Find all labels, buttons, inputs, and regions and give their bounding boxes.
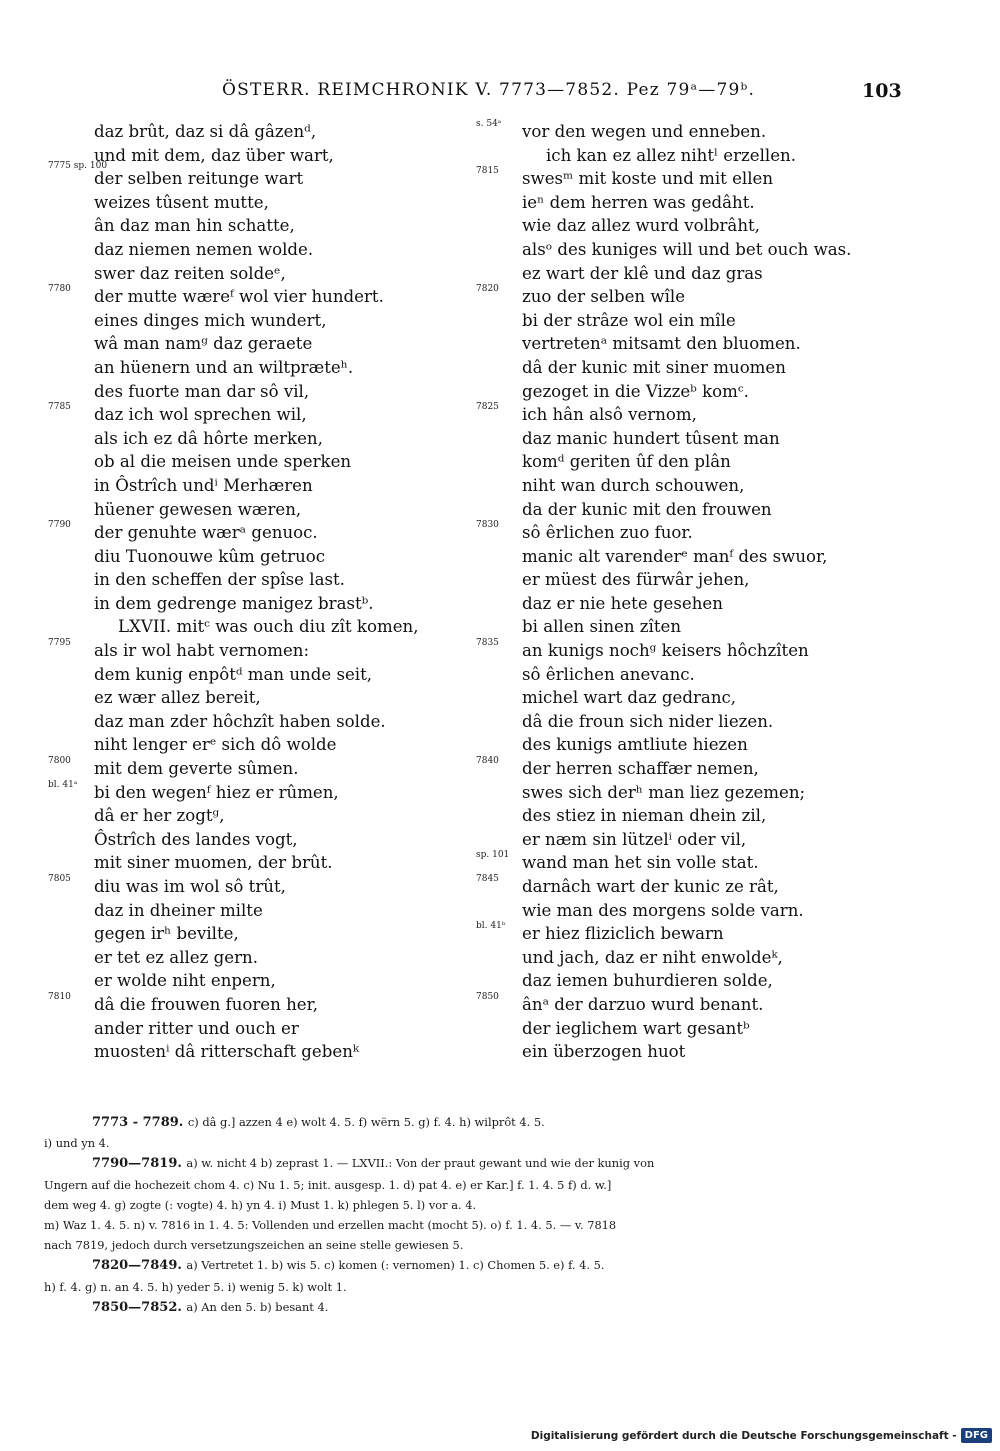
apparatus-line [44, 1255, 896, 1276]
verse-line [476, 851, 906, 875]
apparatus-text: nach 7819, jedoch durch versetzungszeichen an seine stelle gewiesen 5. [44, 1238, 464, 1253]
verse-line [476, 615, 906, 639]
verse-line [476, 828, 906, 852]
verse-text: ein überzogen huot [522, 1042, 686, 1062]
apparatus-verse-range: 7773 - 7789. [92, 1115, 188, 1130]
verse-text: daz brût, daz si dâ gâzenᵈ, [94, 122, 317, 141]
verse-line [48, 403, 460, 427]
verse-line [476, 781, 906, 805]
verse-line [48, 450, 460, 474]
verse-line [476, 144, 906, 168]
verse-line [48, 922, 460, 946]
verse-text: diu Tuonouwe kûm getruoc [94, 546, 326, 566]
verse-line [48, 993, 460, 1017]
page-number: 103 [862, 80, 902, 102]
line-number: 7785 [48, 402, 71, 413]
verse-line [476, 710, 906, 734]
verse-text: swes sich derʰ man liez gezemen; [522, 782, 806, 802]
verse-line [476, 450, 906, 474]
verse-text: alsᵒ des kuniges will und bet ouch was. [522, 239, 852, 259]
line-number: 7780 [48, 284, 71, 295]
line-number: 7845 [476, 874, 499, 884]
apparatus-verse-range: 7850—7852. [92, 1299, 187, 1315]
verse-text: michel wart daz gedranc, [522, 688, 737, 708]
apparatus-text: Ungern auf die hochezeit chom 4. c) Nu 1. 5; init. ausgesp. 1. d) pat 4. e) er Kar.] f. 1. 4. 5 f) d. w.] [44, 1177, 612, 1192]
apparatus-line [44, 1277, 896, 1297]
verse-line [48, 356, 460, 380]
credit-text: Digitalisierung gefördert durch die Deutsche Forschungsgemeinschaft - [530, 1429, 957, 1442]
line-number: 7810 [48, 991, 71, 1002]
verse-text: mit siner muomen, der brût. [94, 853, 333, 873]
line-number: s. 54ᵃ [476, 119, 502, 129]
verse-line [476, 639, 906, 663]
verse-text: mit dem geverte sûmen. [94, 759, 299, 779]
apparatus-text: m) Waz 1. 4. 5. n) v. 7816 in 1. 4. 5: Vollenden und erzellen macht (mocht 5). o) f. 1. 4. 5. — v. 7818 [44, 1218, 617, 1233]
verse-line [476, 757, 906, 781]
verse-line [48, 161, 460, 191]
line-number: bl. 41ᵃ [48, 779, 78, 790]
verse-line [48, 144, 460, 168]
verse-text: ieⁿ dem herren was gedâht. [522, 192, 755, 212]
verse-text: da der kunic mit den frouwen [522, 499, 772, 519]
apparatus-text: i) und yn 4. [44, 1136, 110, 1151]
line-number: 7805 [48, 874, 71, 884]
verse-text: swer daz reiten soldeᵉ, [94, 263, 286, 283]
verse-text: eines dinges mich wundert, [94, 310, 327, 330]
apparatus-line [44, 1297, 896, 1318]
verse-line [48, 262, 460, 286]
line-number: 7835 [476, 638, 499, 649]
apparatus-line [44, 1215, 896, 1235]
verse-text: vor den wegen und enneben. [522, 122, 767, 141]
verse-line [476, 922, 906, 946]
right-text-column [476, 120, 906, 1064]
verse-text: LXVII. mitᶜ was ouch diu zît komen, [118, 617, 419, 637]
verse-line [476, 521, 906, 545]
verse-text: zuo der selben wîle [522, 287, 686, 307]
verse-text: dâ er her zogtᵍ, [94, 806, 225, 826]
verse-text: ez wart der klê und daz gras [522, 263, 763, 283]
verse-text: bi der strâze wol ein mîle [522, 310, 736, 330]
verse-line [48, 757, 460, 781]
apparatus-text: a) An den 5. b) besant 4. [186, 1299, 329, 1314]
apparatus-line [44, 1133, 896, 1153]
verse-text: Ôstrîch des landes vogt, [94, 829, 298, 849]
line-number: bl. 41ᵇ [476, 921, 506, 932]
verse-line [48, 120, 460, 144]
verse-line [476, 309, 906, 333]
line-number: 7800 [48, 756, 71, 767]
verse-line [48, 781, 460, 805]
verse-line [476, 946, 906, 970]
verse-line [476, 804, 906, 828]
line-number: sp. 101 [476, 850, 510, 861]
verse-line [476, 686, 906, 710]
verse-line [476, 356, 906, 380]
verse-text: er tet ez allez gern. [94, 947, 258, 967]
verse-text: ânᵃ der darzuo wurd benant. [522, 994, 764, 1014]
verse-text: daz in dheiner milte [94, 900, 263, 920]
verse-line [476, 663, 906, 687]
verse-text: ez wær allez bereit, [94, 688, 261, 708]
verse-text: daz ich wol sprechen wil, [94, 405, 307, 425]
verse-text: ich hân alsô vernom, [522, 405, 697, 425]
apparatus-text: dem weg 4. g) zogte (: vogte) 4. h) yn 4. i) Must 1. k) phlegen 5. l) vor a. 4. [44, 1197, 477, 1212]
verse-text: wie man des morgens solde varn. [522, 900, 804, 920]
apparatus-text: c) dâ g.] azzen 4 e) wolt 4. 5. f) wërn 5. g) f. 4. h) wilprôt 4. 5. [187, 1115, 545, 1129]
verse-text: als ir wol habt vernomen: [94, 641, 310, 661]
verse-text: und jach, daz er niht enwoldeᵏ, [522, 947, 783, 967]
verse-line [476, 403, 906, 427]
verse-text: in dem gedrenge manigez brastᵇ. [94, 593, 374, 613]
line-number: 7830 [476, 520, 499, 531]
verse-text: weizes tûsent mutte, [94, 192, 269, 212]
verse-line [476, 380, 906, 404]
verse-line [476, 899, 906, 923]
apparatus-text: h) f. 4. g) n. an 4. 5. h) yeder 5. i) wenig 5. k) wolt 1. [44, 1279, 347, 1294]
verse-line [48, 592, 460, 616]
apparatus-text: a) Vertretet 1. b) wis 5. c) komen (: vernomen) 1. c) Chomen 5. e) f. 4. 5. [186, 1258, 605, 1273]
verse-text: er næm sin lützelⁱ oder vil, [522, 829, 747, 849]
verse-line [48, 568, 460, 592]
verse-line [48, 615, 460, 639]
verse-text: komᵈ geriten ûf den plân [522, 452, 731, 472]
verse-line [48, 875, 460, 899]
verse-text: der genuhte wærᵃ genuoc. [94, 523, 318, 543]
verse-text: des kunigs amtliute hiezen [522, 735, 748, 755]
line-number: 7825 [476, 402, 499, 413]
verse-text: daz manic hundert tûsent man [522, 428, 780, 448]
verse-text: dâ die froun sich nider liezen. [522, 711, 774, 731]
verse-text: in den scheffen der spîse last. [94, 570, 345, 590]
verse-text: bi den wegenᶠ hiez er rûmen, [94, 782, 339, 802]
verse-line [476, 875, 906, 899]
verse-text: er müest des fürwâr jehen, [522, 570, 750, 590]
verse-line [476, 120, 906, 144]
verse-text: des stiez in nieman dhein zil, [522, 806, 767, 826]
verse-line [476, 474, 906, 498]
verse-text: muostenⁱ dâ ritterschaft gebenᵏ [94, 1042, 359, 1062]
verse-text: ob al die meisen unde sperken [94, 452, 352, 472]
verse-line [476, 238, 906, 262]
verse-text: niht lenger erᵉ sich dô wolde [94, 735, 337, 755]
line-number: 7790 [48, 520, 71, 531]
verse-line [48, 804, 460, 828]
verse-line [48, 332, 460, 356]
verse-line [48, 498, 460, 522]
verse-text: wie daz allez wurd volbrâht, [522, 216, 760, 236]
verse-line [476, 969, 906, 993]
verse-line [48, 309, 460, 333]
verse-line [48, 380, 460, 404]
verse-line [48, 191, 460, 215]
verse-line [48, 828, 460, 852]
verse-line [476, 733, 906, 757]
verse-line [48, 733, 460, 757]
line-number: 7850 [476, 991, 499, 1002]
verse-text: an kunigs nochᵍ keisers hôchzîten [522, 641, 809, 661]
verse-line [476, 498, 906, 522]
verse-line [476, 545, 906, 569]
verse-text: swesᵐ mit koste und mit ellen [522, 169, 774, 189]
verse-line [48, 710, 460, 734]
verse-line [48, 686, 460, 710]
verse-line [48, 946, 460, 970]
digitization-credit [531, 1428, 992, 1443]
verse-line [48, 851, 460, 875]
verse-text: in Ôstrîch undⁱ Merhæren [94, 475, 313, 495]
dfg-logo: DFG [961, 1428, 992, 1443]
verse-line [476, 1017, 906, 1041]
verse-text: dâ die frouwen fuoren her, [94, 994, 318, 1014]
verse-line [476, 1040, 906, 1064]
verse-text: der herren schaffær nemen, [522, 759, 759, 779]
verse-line [476, 332, 906, 356]
verse-text: diu was im wol sô trût, [94, 877, 286, 896]
verse-text: gezoget in die Vizzeᵇ komᶜ. [522, 381, 749, 401]
verse-text: der mutte wæreᶠ wol vier hundert. [94, 287, 384, 307]
verse-text: dâ der kunic mit siner muomen [522, 357, 786, 377]
verse-line [48, 1040, 460, 1064]
verse-text: ich kan ez allez nihtˡ erzellen. [546, 145, 797, 165]
verse-text: der ieglichem wart gesantᵇ [522, 1018, 750, 1038]
verse-line [476, 167, 906, 191]
verse-line [48, 1017, 460, 1041]
verse-text: darnâch wart der kunic ze rât, [522, 877, 779, 896]
verse-text: er hiez fliziclich bewarn [522, 924, 724, 944]
running-header [0, 80, 1000, 110]
running-title: ÖSTERR. REIMCHRONIK V. 7773—7852. Pez 79ᵃ—79ᵇ. [222, 80, 756, 100]
verse-text: gegen irʰ bevilte, [94, 924, 239, 944]
critical-apparatus [44, 1112, 896, 1318]
verse-line [476, 993, 906, 1017]
verse-text: und mit dem, daz über wart, [94, 145, 334, 165]
apparatus-verse-range: 7790—7819. [92, 1156, 187, 1172]
verse-line [48, 474, 460, 498]
verse-line [48, 521, 460, 545]
verse-text: vertretenᵃ mitsamt den bluomen. [522, 334, 801, 354]
verse-text: daz iemen buhurdieren solde, [522, 971, 773, 991]
verse-line [48, 214, 460, 238]
verse-line [476, 427, 906, 451]
verse-line [476, 285, 906, 309]
verse-text: wand man het sin volle stat. [522, 853, 759, 873]
apparatus-verse-range: 7820—7849. [92, 1258, 187, 1274]
line-number: 7775 sp. 100 [48, 161, 108, 172]
apparatus-line [44, 1175, 896, 1195]
apparatus-line [44, 1112, 896, 1133]
verse-line [48, 545, 460, 569]
verse-line [48, 969, 460, 993]
verse-text: der selben reitunge wart [94, 169, 304, 189]
verse-text: er wolde niht enpern, [94, 971, 276, 991]
verse-line [476, 262, 906, 286]
line-number: 7820 [476, 284, 499, 295]
verse-text: hüener gewesen wæren, [94, 499, 302, 519]
verse-line [476, 568, 906, 592]
apparatus-line [44, 1195, 896, 1215]
verse-text: als ich ez dâ hôrte merken, [94, 428, 323, 448]
apparatus-text: a) w. nicht 4 b) zeprast 1. — LXVII.: Von der praut gewant und wie der kunig von [186, 1156, 655, 1171]
line-number: 7815 [476, 166, 499, 177]
verse-text: dem kunig enpôtᵈ man unde seit, [94, 664, 373, 684]
verse-text: daz niemen nemen wolde. [94, 239, 314, 259]
verse-text: ander ritter und ouch er [94, 1018, 299, 1038]
apparatus-line [44, 1153, 896, 1174]
verse-text: an hüenern und an wiltprætеʰ. [94, 357, 354, 377]
verse-line [48, 639, 460, 663]
verse-text: daz man zder hôchzît haben solde. [94, 711, 386, 731]
verse-text: manic alt varenderᵉ manᶠ des swuor, [522, 546, 828, 566]
left-text-column [48, 120, 460, 1064]
verse-text: des fuorte man dar sô vil, [94, 381, 310, 401]
verse-text: bi allen sinen zîten [522, 617, 682, 637]
verse-line [476, 191, 906, 215]
verse-line [48, 238, 460, 262]
verse-line [48, 427, 460, 451]
verse-line [476, 592, 906, 616]
verse-text: wâ man namᵍ daz geraete [94, 334, 313, 354]
verse-line [48, 899, 460, 923]
verse-line [48, 663, 460, 687]
verse-text: niht wan durch schouwen, [522, 475, 745, 495]
line-number: 7840 [476, 756, 499, 767]
verse-line [476, 214, 906, 238]
verse-text: ân daz man hin schatte, [94, 216, 295, 236]
verse-text: sô êrlichen anevanc. [522, 664, 695, 684]
verse-line [48, 285, 460, 309]
verse-text: daz er nie hete gesehen [522, 593, 723, 613]
verse-text: sô êrlichen zuo fuor. [522, 523, 693, 543]
line-number: 7795 [48, 638, 71, 649]
apparatus-line [44, 1235, 896, 1255]
